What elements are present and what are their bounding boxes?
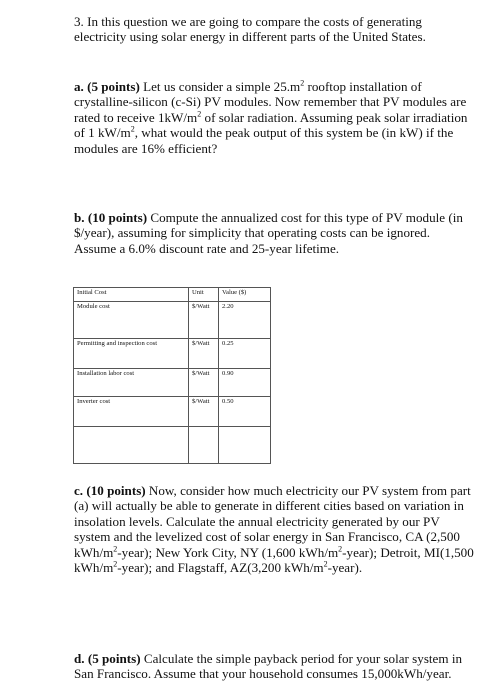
table-cell-item: Module cost [74, 302, 189, 339]
part-c-sup-3: 2 [113, 559, 118, 569]
table-header-unit: Unit [189, 288, 219, 302]
part-c-text [74, 483, 474, 575]
table-cell-unit: $/Watt [189, 397, 219, 427]
part-a [74, 79, 474, 156]
table-cell-empty [219, 427, 271, 464]
question-intro-text: 3. In this question we are going to compare the costs of generating electricity using solar energy in different parts of the United States. [74, 14, 426, 45]
part-a-text-4: , what would the peak output of this system be (in kW) if the modules are 16% efficient? [74, 125, 454, 156]
part-c-text-5: -year). [327, 560, 363, 576]
part-b-label: b. (10 points) [74, 210, 148, 225]
part-c-sup-4: 2 [323, 559, 328, 569]
table-cell-item: Inverter cost [74, 397, 189, 427]
part-a-sup-3: 2 [130, 124, 135, 134]
part-a-sup-2: 2 [197, 109, 202, 119]
table-cell-value: 0.25 [219, 339, 271, 369]
table-header-value: Value ($) [219, 288, 271, 302]
table-cell-empty [189, 427, 219, 464]
table-row [74, 369, 271, 397]
part-c-text-2: -year); New York City, NY (1,600 kWh/m [117, 544, 339, 560]
part-d-body: Calculate the simple payback period for your solar system in San Francisco. Assume that your household consumes 15,000kWh/year. [74, 651, 463, 682]
table-cell-value: 2.20 [219, 302, 271, 339]
part-c-text-4: -year); and Flagstaff, AZ(3,200 kWh/m [117, 560, 324, 576]
table-cell-unit: $/Watt [189, 339, 219, 369]
table-row [74, 339, 271, 369]
part-c-label: c. (10 points) [74, 483, 146, 498]
part-a-text-3: of solar radiation. Assuming peak solar irradiation of 1 kW/m [74, 109, 468, 141]
table-cell-unit: $/Watt [189, 302, 219, 339]
part-a-text-2: rooftop installation of crystalline-silicon (c-Si) PV modules. Now remember that PV modules are rated to receive 1kW/m [74, 79, 467, 125]
part-a-sup-1: 2 [300, 78, 305, 88]
table-cell-value: 0.90 [219, 369, 271, 397]
part-d-text [74, 651, 474, 682]
part-b-body: Compute the annualized cost for this type of PV module (in $/year), assuming for simplicity that operating costs can be ignored. Assume a 6.0% discount rate and 25-year lifetime. [74, 210, 463, 256]
table-cell-item: Permitting and inspection cost [74, 339, 189, 369]
table-row [74, 397, 271, 427]
part-b-text [74, 210, 474, 256]
table-cell-empty [74, 427, 189, 464]
table-cell-item: Installation labor cost [74, 369, 189, 397]
part-d [74, 651, 474, 682]
table-cell-unit: $/Watt [189, 369, 219, 397]
table-header-row [74, 288, 271, 302]
part-c-text-1: Now, consider how much electricity our PV system from part (a) will actually be able to generate in different cities based on variation in insolation levels. Calculate the annual electricity generated by our PV system and the levelized cost of solar energy in San Francisco, CA (2,500 kWh/m [74, 483, 471, 560]
question-intro [74, 14, 474, 45]
part-c-sup-1: 2 [113, 544, 118, 554]
part-a-text [74, 79, 474, 156]
part-c-sup-2: 2 [338, 544, 343, 554]
table-cell-value: 0.50 [219, 397, 271, 427]
table-header-item: Initial Cost [74, 288, 189, 302]
part-c [74, 483, 474, 575]
table-row-empty [74, 427, 271, 464]
part-d-label: d. (5 points) [74, 651, 141, 666]
part-c-text-3: -year); Detroit, MI(1,500 kWh/m [74, 544, 474, 576]
part-b [74, 210, 474, 256]
part-a-label: a. (5 points) [74, 79, 140, 94]
cost-table [73, 287, 271, 464]
part-a-text-1: Let us consider a simple 25.m [139, 79, 301, 94]
table-row [74, 302, 271, 339]
